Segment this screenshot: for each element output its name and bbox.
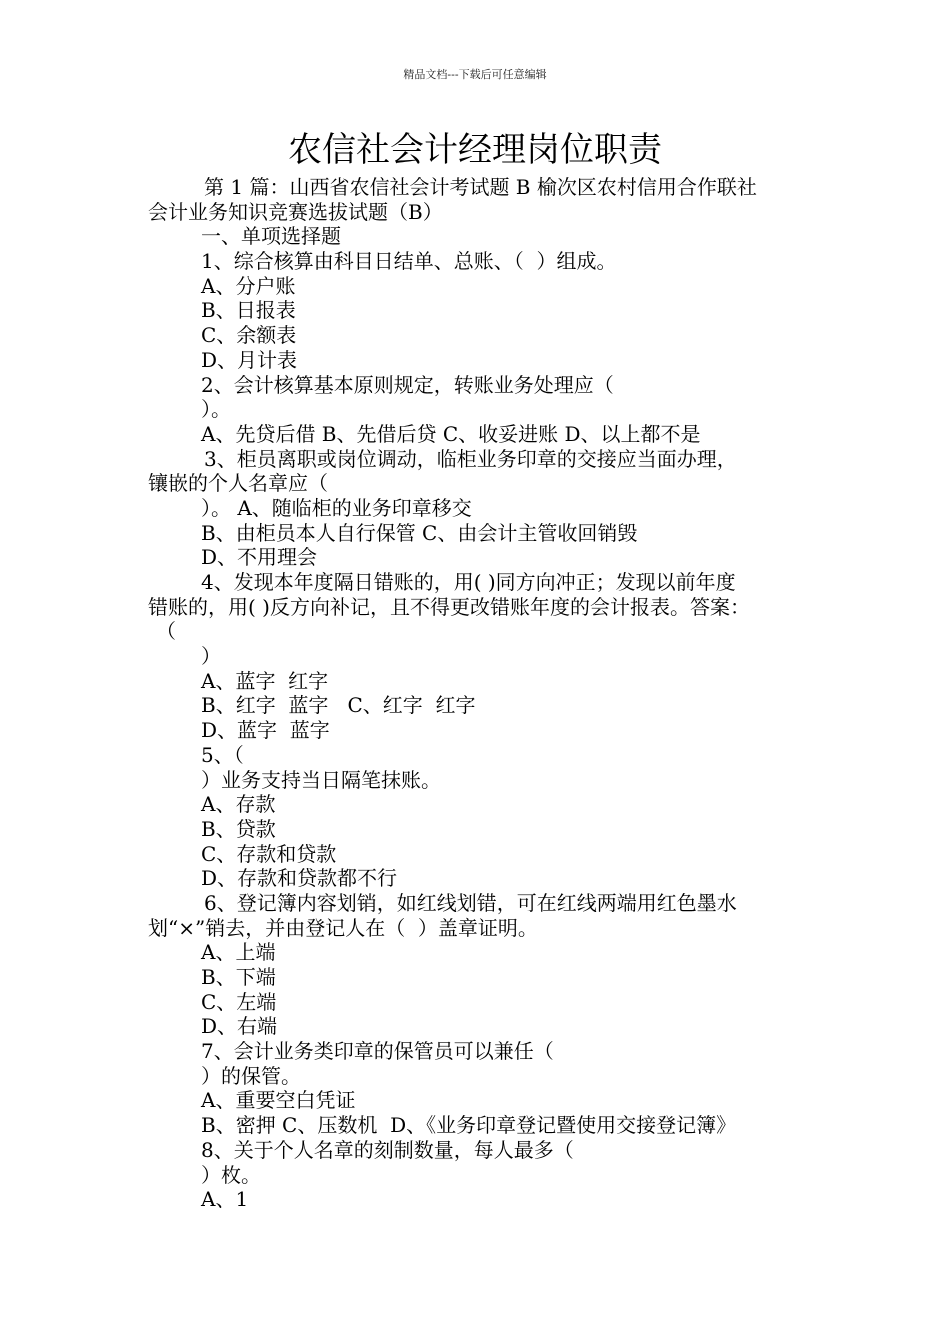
document-line: D、不用理会 [201, 545, 318, 570]
document-line: ）。 A、随临柜的业务印章移交 [201, 495, 472, 520]
document-line: C、余额表 [201, 323, 297, 348]
document-line: ）业务支持当日隔笔抹账。 [201, 767, 441, 792]
document-line: B、下端 [201, 965, 276, 989]
document-line: D、存款和贷款都不行 [201, 866, 398, 891]
document-line: 1、综合核算由科目日结单、总账、（ ）组成。 [201, 249, 617, 274]
document-line: B、红字 蓝字 C、红字 红字 [201, 693, 476, 718]
document-line: B、由柜员本人自行保管 C、由会计主管收回销毁 [201, 520, 638, 545]
document-line: 6、登记簿内容划销，如红线划错，可在红线两端用红色墨水 [204, 890, 737, 915]
document-line: 一、单项选择题 [201, 224, 341, 249]
document-line: 镶嵌的个人名章应（ [148, 471, 328, 496]
header-note: 精品文档---下载后可任意编辑 [403, 68, 547, 81]
document-line: A、先贷后借 B、先借后贷 C、收妥进账 D、以上都不是 [201, 421, 701, 446]
document-line: A、存款 [201, 792, 276, 817]
document-body [148, 175, 818, 1212]
document-line: C、存款和贷款 [201, 841, 337, 866]
document-line: 5、（ [201, 742, 244, 767]
document-line: A、重要空白凭证 [201, 1088, 356, 1113]
document-line: D、右端 [201, 1014, 278, 1039]
document-line: 划“×”销去，并由登记人在（ ）盖章证明。 [148, 915, 538, 940]
document-line: A、上端 [201, 940, 276, 965]
document-line: A、1 [201, 1187, 249, 1212]
document-title: 农信社会计经理岗位职责 [288, 130, 662, 170]
document-line: B、日报表 [201, 298, 296, 323]
document-line: D、蓝字 蓝字 [201, 718, 330, 743]
document-line: A、分户账 [201, 273, 296, 298]
document-line: B、贷款 [201, 816, 276, 841]
document-line: 第 1 篇：山西省农信社会计考试题 B 榆次区农村信用合作联社 [204, 175, 757, 199]
document-line: 3、柜员离职或岗位调动，临柜业务印章的交接应当面办理， [204, 446, 737, 471]
document-line: 会计业务知识竞赛选拔试题（B） [148, 199, 443, 224]
document-line: B、密押 C、压数机 D、《业务印章登记暨使用交接登记簿》 [201, 1113, 737, 1138]
document-line: A、蓝字 红字 [201, 668, 329, 693]
document-line: ）。 [201, 397, 231, 422]
document-line: 7、会计业务类印章的保管员可以兼任（ [201, 1039, 554, 1064]
document-line: 8、关于个人名章的刻制数量，每人最多（ [201, 1137, 574, 1162]
document-line: 2、会计核算基本原则规定，转账业务处理应（ [201, 372, 614, 397]
document-line: 错账的，用( )反方向补记，且不得更改错账年度的会计报表。答案： [148, 594, 750, 619]
document-line: （ [156, 619, 176, 644]
document-line: ） [201, 644, 221, 669]
document-line: ）枚。 [201, 1162, 261, 1187]
document-line: 4、发现本年度隔日错账的，用( )同方向冲正；发现以前年度 [201, 570, 736, 594]
document-line: D、月计表 [201, 347, 298, 372]
document-line: ）的保管。 [201, 1063, 301, 1088]
document-line: C、左端 [201, 989, 277, 1014]
